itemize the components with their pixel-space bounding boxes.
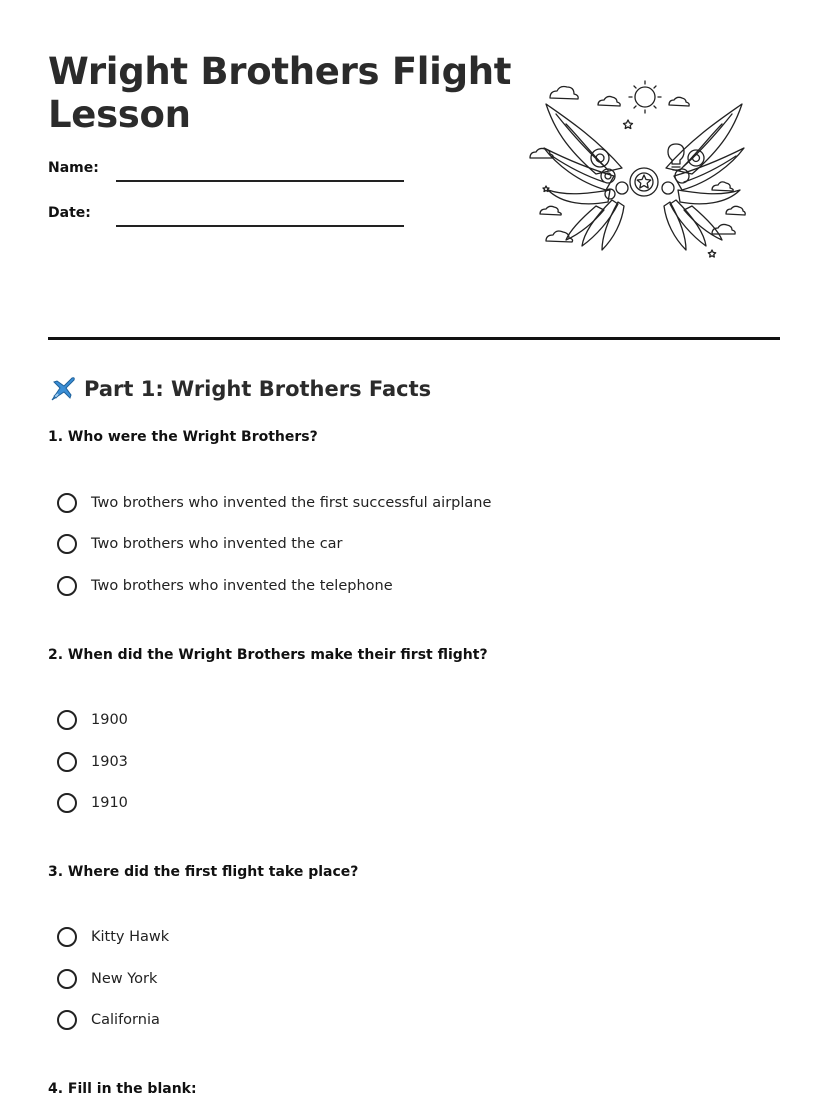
q2-option-3[interactable] xyxy=(57,790,128,816)
q2-option-2[interactable] xyxy=(57,749,128,775)
radio-button[interactable] xyxy=(57,576,77,596)
name-field-row xyxy=(48,160,408,190)
option-label: New York xyxy=(91,971,158,987)
q3-option-2[interactable] xyxy=(57,966,157,992)
airplane-icon xyxy=(48,374,78,404)
section-title-part1 xyxy=(48,374,431,404)
section-divider xyxy=(48,337,780,340)
option-label: Two brothers who invented the telephone xyxy=(91,578,393,594)
winged-gears-illustration xyxy=(526,78,762,262)
radio-button[interactable] xyxy=(57,927,77,947)
option-label: Two brothers who invented the car xyxy=(91,536,343,552)
page-title: Wright Brothers Flight Lesson xyxy=(48,50,512,136)
radio-button[interactable] xyxy=(57,752,77,772)
option-label: 1900 xyxy=(91,712,128,728)
q2-option-1[interactable] xyxy=(57,707,128,733)
radio-button[interactable] xyxy=(57,969,77,989)
question-4: 4. Fill in the blank: xyxy=(48,1081,197,1097)
option-label: California xyxy=(91,1012,160,1028)
question-3: 3. Where did the first flight take place? xyxy=(48,864,359,880)
q3-option-3[interactable] xyxy=(57,1007,160,1033)
q1-option-3[interactable] xyxy=(57,573,393,599)
radio-button[interactable] xyxy=(57,710,77,730)
radio-button[interactable] xyxy=(57,534,77,554)
name-label: Name: xyxy=(48,160,99,176)
option-label: 1903 xyxy=(91,754,128,770)
radio-button[interactable] xyxy=(57,1010,77,1030)
option-label: Kitty Hawk xyxy=(91,929,170,945)
date-field-row xyxy=(48,205,408,235)
q3-option-1[interactable] xyxy=(57,924,169,950)
name-input-line[interactable] xyxy=(116,180,404,182)
option-label: Two brothers who invented the first successful airplane xyxy=(91,495,492,511)
option-label: 1910 xyxy=(91,795,128,811)
q1-option-2[interactable] xyxy=(57,531,343,557)
radio-button[interactable] xyxy=(57,493,77,513)
date-label: Date: xyxy=(48,205,91,221)
radio-button[interactable] xyxy=(57,793,77,813)
question-1: 1. Who were the Wright Brothers? xyxy=(48,429,318,445)
q1-option-1[interactable] xyxy=(57,490,491,516)
question-2: 2. When did the Wright Brothers make their first flight? xyxy=(48,647,488,663)
date-input-line[interactable] xyxy=(116,225,404,227)
section-title-text: Part 1: Wright Brothers Facts xyxy=(84,377,432,401)
